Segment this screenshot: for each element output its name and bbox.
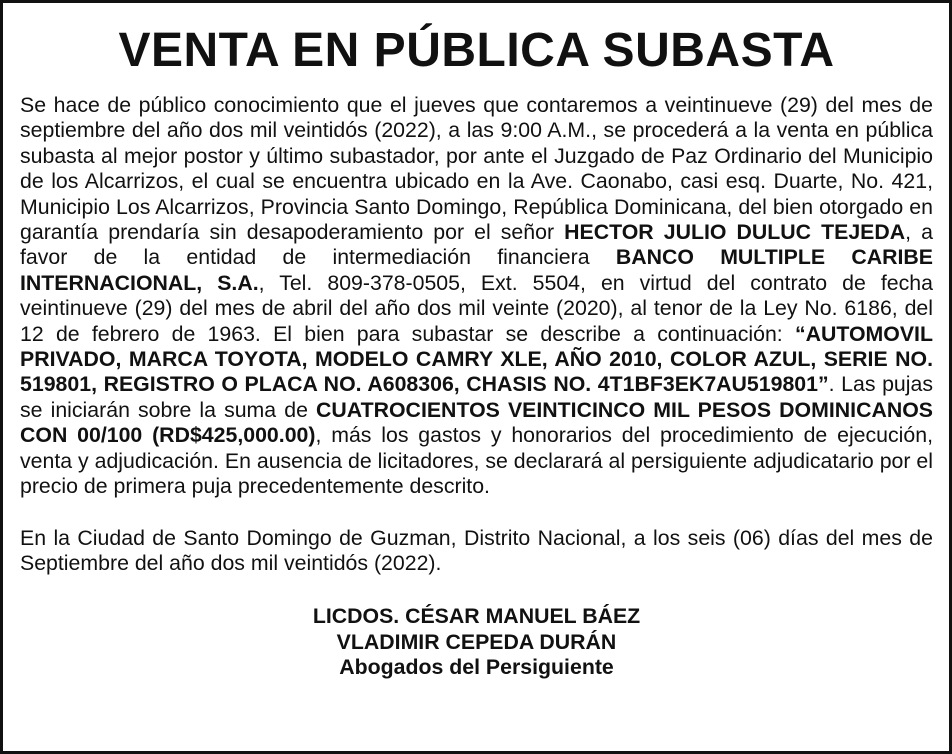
- signature-block: [20, 604, 933, 680]
- notice-body: [20, 93, 933, 500]
- signature-line-3: Abogados del Persiguiente: [339, 655, 614, 680]
- signature-line-1: LICDOS. CÉSAR MANUEL BÁEZ: [312, 604, 641, 629]
- notice-closing: En la Ciudad de Santo Domingo de Guzman, Distrito Nacional, a los seis (06) días del mes de Septiembre del año dos mil veintidós (2022).: [20, 525, 933, 575]
- signature-line-2: VLADIMIR CEPEDA DURÁN: [336, 629, 617, 654]
- debtor-name: HECTOR JULIO DULUC TEJEDA: [564, 220, 906, 245]
- starting-bid: CUATROCIENTOS VEINTICINCO MIL PESOS DOMINICANOS CON 00/100 (RD$425,000.00): [20, 397, 933, 448]
- asset-description: “AUTOMOVIL PRIVADO, MARCA TOYOTA, MODELO CAMRY XLE, AÑO 2010, COLOR AZUL, SERIE NO. 519801, REGISTRO O PLACA NO. A608306, CHASIS NO. 4T1BF3EK7AU519801”: [20, 321, 933, 397]
- body-text-part-3: , Tel. 809-378-0505, Ext. 5504, en virtud del contrato de fecha veintinueve (29) del mes de abril del año dos mil veinte (2020), al tenor de la Ley No. 6186, del 12 de febrero de 1963. El bien para subastar se describe a continuación:: [20, 270, 933, 346]
- body-text-part-5: , más los gastos y honorarios del procedimiento de ejecución, venta y adjudicación. En ausencia de licitadores, se declarará al persiguiente adjudicatario por el precio de primera puja precedentemente descrito.: [20, 423, 933, 499]
- body-text-part-4: . Las pujas se iniciarán sobre la suma de: [20, 372, 933, 422]
- creditor-name: BANCO MULTIPLE CARIBE INTERNACIONAL, S.A.: [20, 245, 933, 295]
- body-text-part-1: Se hace de público conocimiento que el jueves que contaremos a veintinueve (29) del mes de septiembre del año dos mil veintidós (2022), a las 9:00 A.M., se procederá a la venta en pública subasta al mejor postor y último subastador, por ante el Juzgado de Paz Ordinario del Municipio de los Alcarrizos, el cual se encuentra ubicado en la Ave. Caonabo, casi esq. Duarte, No. 421, Municipio Los Alcarrizos, Provincia Santo Domingo, República Dominicana, del bien otorgado en garantía prendaría sin desapoderamiento por el señor: [20, 93, 933, 245]
- body-text-part-2: , a favor de la entidad de intermediación financiera: [20, 220, 933, 270]
- notice-title: VENTA EN PÚBLICA SUBASTA: [118, 24, 835, 77]
